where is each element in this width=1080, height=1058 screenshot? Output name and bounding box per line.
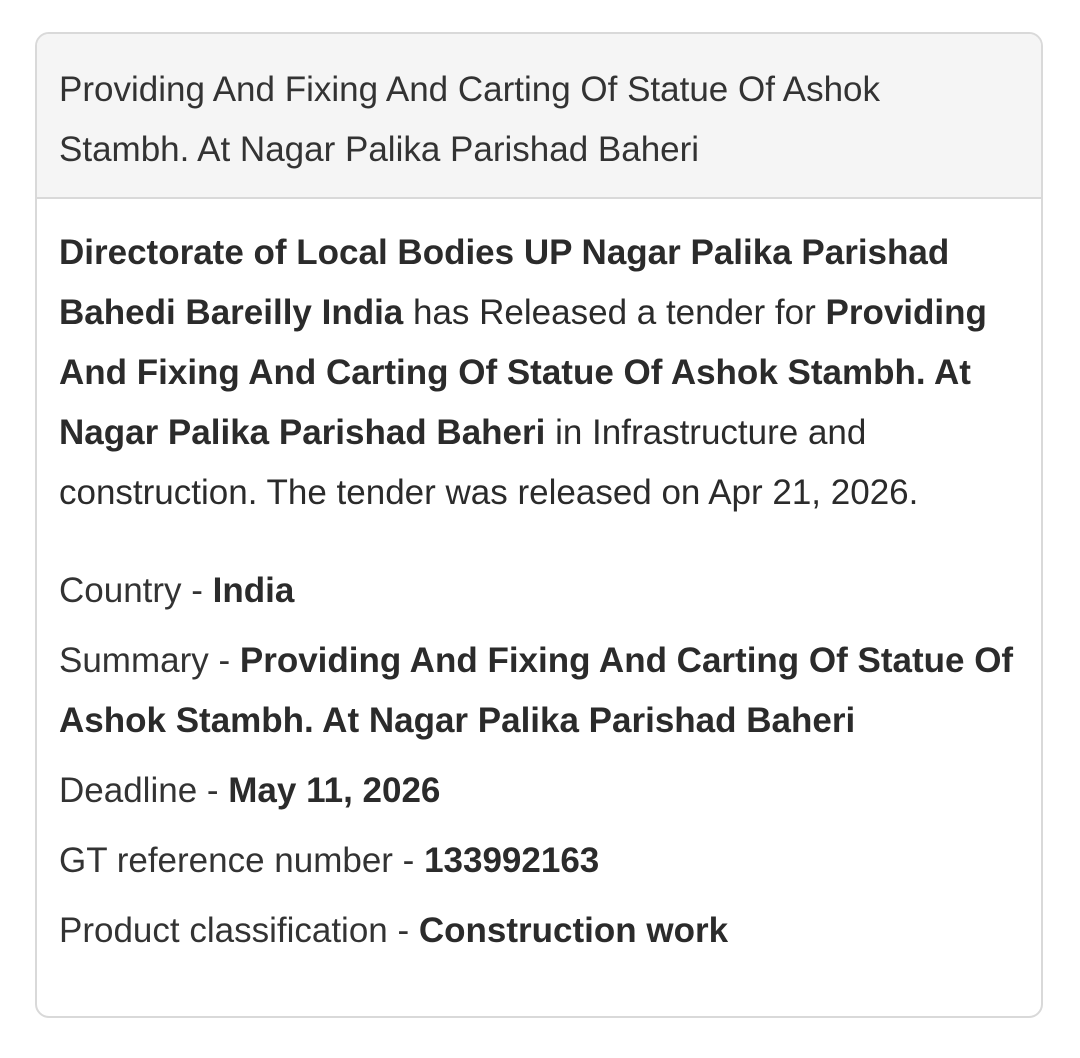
product-classification-row <box>59 901 1019 961</box>
card-header <box>37 34 1041 199</box>
reference-number-label: GT reference number - <box>59 841 425 880</box>
deadline-row <box>59 761 1019 821</box>
reference-number-value: 133992163 <box>424 841 600 880</box>
summary-label: Summary - <box>59 641 240 680</box>
country-label: Country - <box>59 571 213 610</box>
card-body <box>37 199 1041 961</box>
product-classification-label: Product classification - <box>59 911 419 950</box>
issuing-organization: Directorate of Local Bodies UP Nagar Palika Parishad Bahedi Bareilly India <box>59 233 950 332</box>
reference-number-row <box>59 831 1019 891</box>
country-row <box>59 561 1019 621</box>
tender-description <box>59 223 1019 523</box>
tender-card <box>35 32 1043 1018</box>
country-value: India <box>212 571 295 610</box>
summary-value: Providing And Fixing And Carting Of Statue Of Ashok Stambh. At Nagar Palika Parishad Baheri <box>59 641 1014 740</box>
deadline-label: Deadline - <box>59 771 229 810</box>
tender-title: Providing And Fixing And Carting Of Statue Of Ashok Stambh. At Nagar Palika Parishad Baheri <box>59 70 881 169</box>
sector-release-text: in Infrastructure and construction. The tender was released on Apr 21, 2026. <box>59 413 919 512</box>
released-text: has Released a tender for <box>403 293 826 332</box>
summary-row <box>59 631 1019 751</box>
product-classification-value: Construction work <box>418 911 729 950</box>
description-tender-title: Providing And Fixing And Carting Of Statue Of Ashok Stambh. At Nagar Palika Parishad Baheri <box>59 293 987 452</box>
deadline-value: May 11, 2026 <box>228 771 441 810</box>
